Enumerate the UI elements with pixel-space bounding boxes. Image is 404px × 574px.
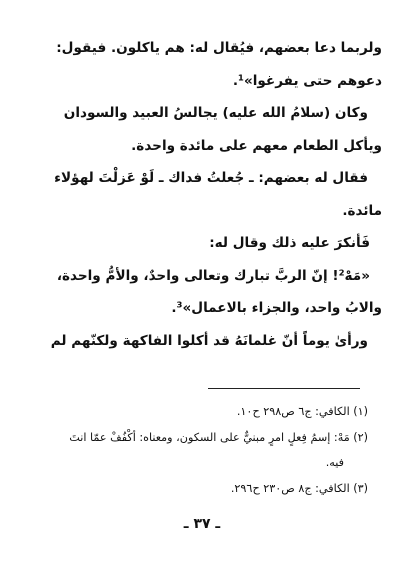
body-line: والابُ واحد، والجزاء بالاعمال»³. bbox=[171, 300, 382, 316]
body-line: مائدة. bbox=[342, 202, 382, 219]
body-line: ولربما دعا بعضهم، فيُقال له: هم ياكلون. فيقول: bbox=[56, 40, 382, 56]
body-text bbox=[26, 32, 382, 357]
footnote-separator bbox=[208, 388, 360, 389]
body-line: دعوهم حتى يفرغوا»¹. bbox=[232, 72, 382, 89]
footnote-continuation: فيه. bbox=[325, 456, 344, 469]
body-line: ويأكل الطعام معهم على مائدة واحدة. bbox=[131, 137, 382, 154]
body-line: فَأنكرَ عليه ذلك وقال له: bbox=[209, 235, 370, 251]
page-number: ـ ٣٧ ـ bbox=[183, 516, 221, 532]
body-line: فقال له بعضهم: ـ جُعلتُ فداك ـ لَوْ عَزلْتَ لهؤلاء bbox=[54, 170, 368, 186]
body-line: «مَهْ²! إنّ الربَّ تبارك وتعالى واحدٌ، والأمُّ واحدة، bbox=[56, 267, 370, 284]
footnote: (٣) الكافي: ج٨ ص٢٣٠ ح٢٩٦. bbox=[230, 481, 368, 495]
footnotes bbox=[26, 399, 368, 501]
body-line: ورأىٰ يوماً أنّ غلمانَهُ قد أكلوا الفاكهة ولكنّهم لم bbox=[50, 332, 368, 349]
footnote: (١) الكافي: ج٦ ص٢٩٨ ح١٠. bbox=[236, 405, 368, 418]
body-line: وكان (سلامُ الله عليه) يجالسُ العبيد والسودان bbox=[63, 105, 368, 121]
footnote: (٢) مَهْ: إسمُ فِعلٍ امرٍ مبنيٌّ على السكون، ومعناه: أكْفُفْ عمّا انتَ bbox=[69, 430, 368, 444]
